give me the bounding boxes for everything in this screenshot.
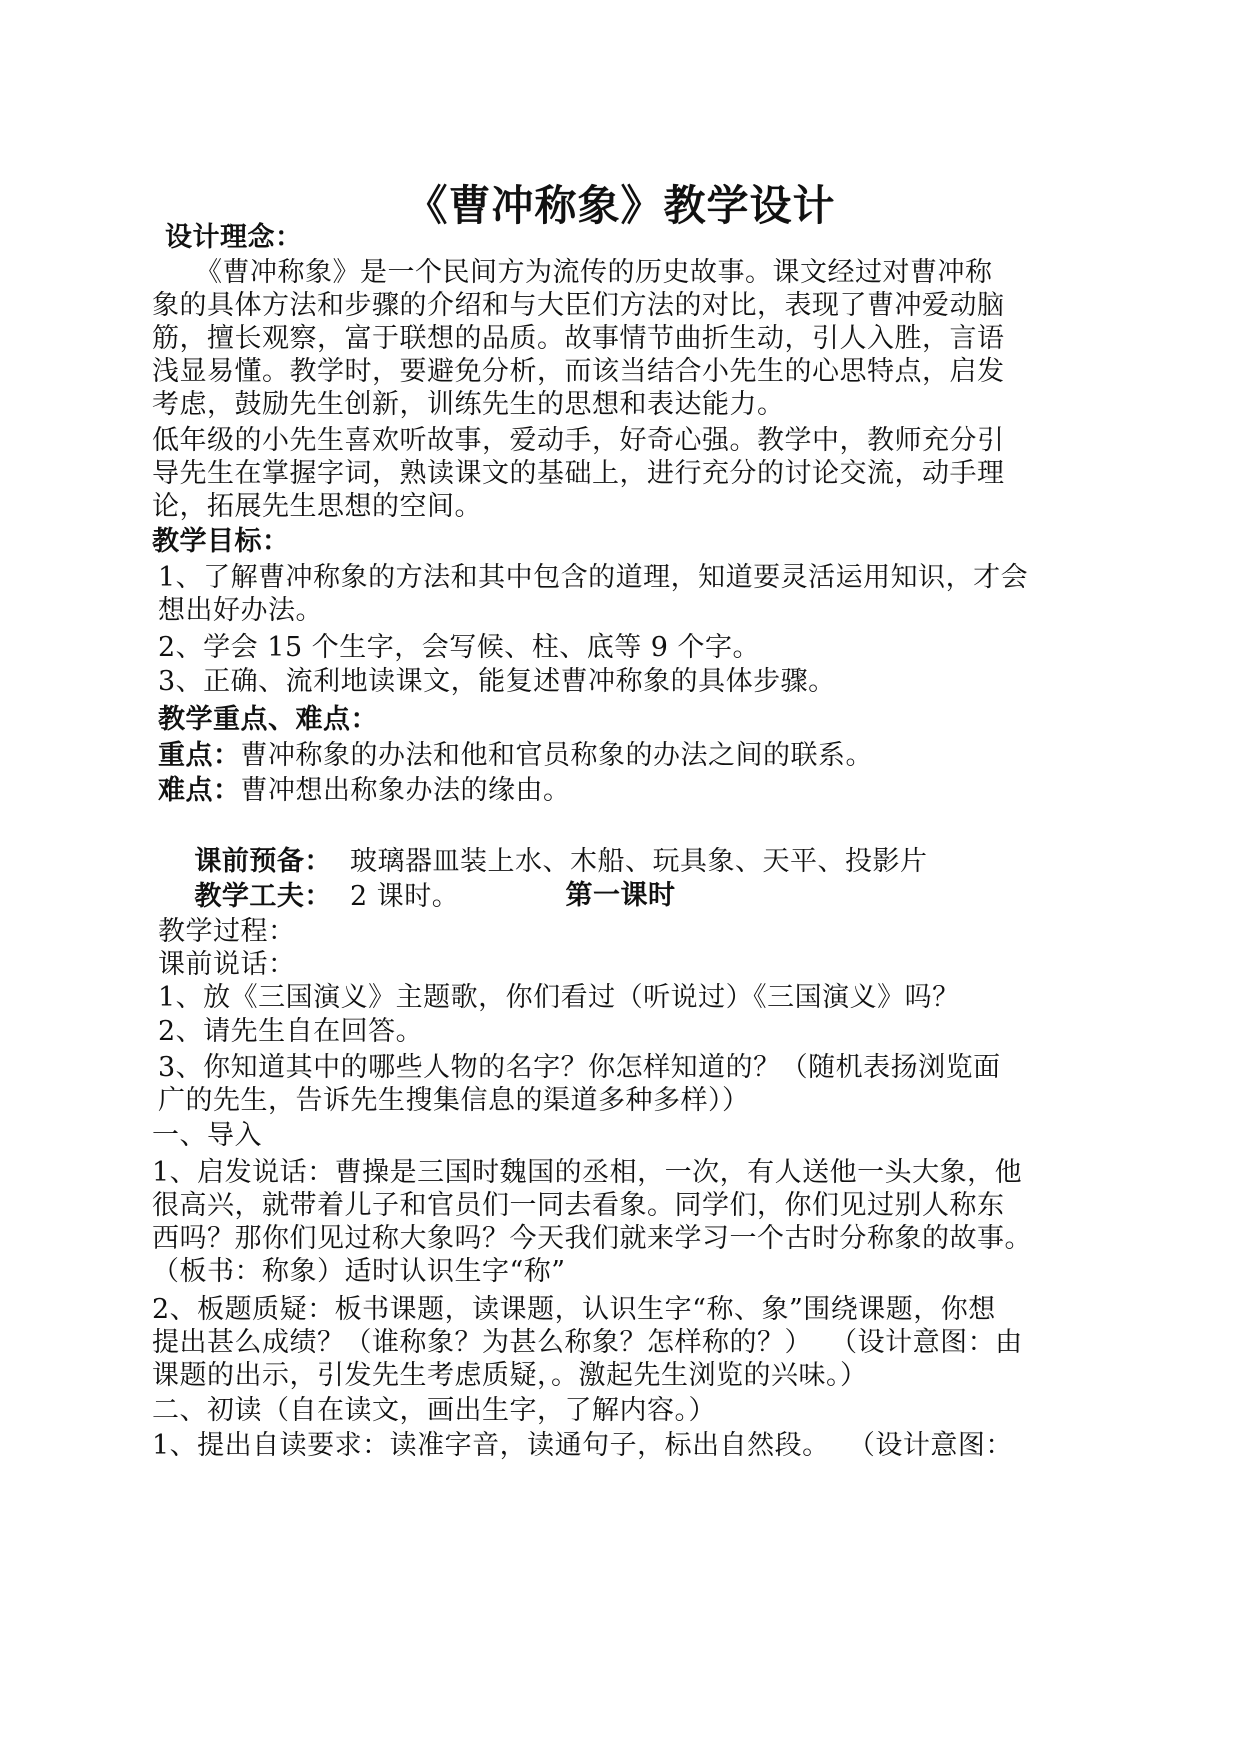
paragraph-line: 论，拓展先生思想的空间。	[152, 491, 482, 522]
lesson-line: 3、你知道其中的哪些人物的名字？你怎样知道的？（随机表扬浏览面	[158, 1052, 1001, 1083]
difficult-point-text: 曹冲想出称象办法的缘由。	[240, 775, 571, 806]
key-point-text: 曹冲称象的办法和他和官员称象的办法之间的联系。	[240, 740, 873, 771]
goals-heading: 教学目标：	[152, 526, 290, 557]
lesson-line: 1、提出自读要求：读准字音，读通句子，标出自然段。 （设计意图：	[152, 1430, 1013, 1461]
lesson1-heading: 第一课时	[565, 880, 676, 911]
design-concept-heading: 设计理念：	[165, 222, 303, 253]
paragraph-line: 考虑，鼓励先生创新，训练先生的思想和表达能力。	[152, 389, 785, 420]
key-points-heading: 教学重点、难点：	[158, 704, 378, 735]
key-point-line	[158, 738, 873, 774]
section-heading: 二、初读（自在读文，画出生字，了解内容。）	[152, 1395, 716, 1426]
lesson-line: 课前说话：	[158, 949, 296, 980]
preparation-text: 玻璃器皿装上水、木船、玩具象、天平、投影片	[331, 846, 928, 877]
paragraph-line: 筋，擅长观察，富于联想的品质。故事情节曲折生动，引人入胜，言语	[152, 323, 1005, 354]
lesson-line: 1、放《三国演义》主题歌，你们看过（听说过）《三国演义》吗？	[158, 982, 960, 1013]
lesson-line: 提出甚么成绩？（谁称象？为甚么称象？怎样称的？） （设计意图：由	[152, 1327, 1023, 1358]
time-text: 2 课时。	[331, 881, 460, 912]
lesson-line: （板书：称象）适时认识生字“称”	[152, 1256, 566, 1287]
goal-item: 3、正确、流利地读课文，能复述曹冲称象的具体步骤。	[158, 666, 836, 697]
lesson-line: 广的先生，告诉先生搜集信息的渠道多种多样））	[158, 1085, 750, 1116]
lesson-line: 2、板题质疑：板书课题，读课题，认识生字“称、象”围绕课题，你想	[152, 1294, 996, 1325]
paragraph-line: 导先生在掌握字词，熟读课文的基础上，进行充分的讨论交流，动手理	[152, 458, 1005, 489]
paragraph-line: 浅显易懂。教学时，要避免分析，而该当结合小先生的心思特点，启发	[152, 356, 1005, 387]
lesson-line: 2、请先生自在回答。	[158, 1016, 424, 1047]
document-title: 《曹冲称象》教学设计	[405, 181, 836, 230]
paragraph-line: 象的具体方法和步骤的介绍和与大臣们方法的对比，表现了曹冲爱动脑	[152, 290, 1005, 321]
difficult-point-label: 难点：	[158, 775, 241, 806]
lesson-line: 课题的出示，引发先生考虑质疑，。激起先生浏览的兴味。）	[152, 1360, 868, 1391]
time-label: 教学工夫：	[194, 881, 332, 912]
section-heading: 一、导入	[152, 1120, 262, 1151]
goal-item: 想出好办法。	[158, 595, 323, 626]
paragraph-line: 《曹冲称象》是一个民间方为流传的历史故事。课文经过对曹冲称	[195, 257, 993, 288]
paragraph-line: 低年级的小先生喜欢听故事，爱动手，好奇心强。教学中，教师充分引	[152, 425, 1005, 456]
preparation-label: 课前预备：	[194, 846, 332, 877]
lesson-line: 西吗？那你们见过称大象吗？今天我们就来学习一个古时分称象的故事。	[152, 1223, 1032, 1254]
difficult-point-line	[158, 773, 571, 809]
goal-item: 2、学会 15 个生字，会写候、柱、底等 9 个字。	[158, 632, 761, 663]
lesson-line: 很高兴，就带着儿子和官员们一同去看象。同学们，你们见过别人称东	[152, 1190, 1005, 1221]
goal-item: 1、了解曹冲称象的方法和其中包含的道理，知道要灵活运用知识，才会	[158, 562, 1029, 593]
lesson-line: 教学过程：	[158, 916, 296, 947]
lesson-line: 1、启发说话：曹操是三国时魏国的丞相，一次，有人送他一头大象，他	[152, 1157, 1023, 1188]
key-point-label: 重点：	[158, 740, 241, 771]
